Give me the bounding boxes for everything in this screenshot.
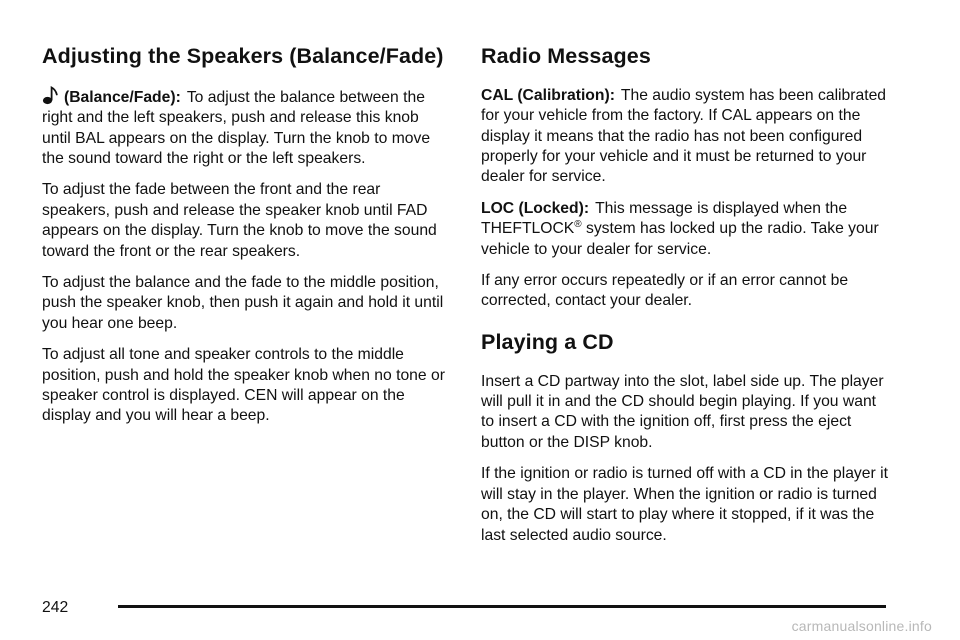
paragraph-cd-insert: Insert a CD partway into the slot, label side up. The player will pull it in and the CD should begin playing. If you want to insert a CD with the ignition off, first press the eject button or the DISP knob. xyxy=(481,372,884,451)
cal-text: The audio system has been calibrated for your vehicle from the factory. If CAL appears on the display it means that the radio has not been configured properly for your vehicle and it must be returned to your dealer for service. xyxy=(481,86,887,186)
registered-mark: ® xyxy=(574,219,582,231)
paragraph-cal xyxy=(481,86,893,188)
section-heading-playing-cd: Playing a CD xyxy=(481,329,614,354)
page-footer xyxy=(0,598,960,638)
paragraph-cd-ignition: If the ignition or radio is turned off with a CD in the player it will stay in the player. When the ignition or radio is turned on, the CD will start to play where it stopped, if it was the last selected audio source. xyxy=(481,465,888,544)
cal-label: CAL (Calibration): xyxy=(481,86,615,104)
paragraph-fade: To adjust the fade between the front and the rear speakers, push and release the speaker knob until FAD appears on the display. Turn the knob to move the sound toward the front or the rear speakers. xyxy=(42,181,437,260)
paragraph-error: If any error occurs repeatedly or if an error cannot be corrected, contact your dealer. xyxy=(481,272,849,310)
right-column xyxy=(481,44,893,557)
paragraph-middle: To adjust the balance and the fade to the middle position, push the speaker knob, then push it again and hold it until you hear one beep. xyxy=(42,274,444,332)
section-heading-radio-messages: Radio Messages xyxy=(481,44,651,68)
paragraph-loc xyxy=(481,199,893,260)
balance-fade-text: To adjust the balance between the right and the left speakers, push and release this knob until BAL appears on the display. Turn the knob to move the sound toward the right or the left speakers. xyxy=(42,88,431,168)
page-number: 242 xyxy=(42,599,69,616)
paragraph-center: To adjust all tone and speaker controls to the middle position, push and hold the speaker knob when no tone or speaker control is displayed. CEN will appear on the display and you will hear a beep. xyxy=(42,346,445,425)
loc-text-b: system has locked up the radio. Take your vehicle to your dealer for service. xyxy=(481,220,879,258)
balance-fade-label: (Balance/Fade): xyxy=(64,88,181,106)
speaker-knob-icon xyxy=(42,86,58,105)
loc-label: LOC (Locked): xyxy=(481,199,590,217)
left-column xyxy=(42,44,447,438)
section-heading-speakers: Adjusting the Speakers (Balance/Fade) xyxy=(42,44,444,68)
footer-rule xyxy=(118,605,886,608)
watermark: carmanualsonline.info xyxy=(791,618,932,634)
paragraph-balance-fade xyxy=(42,86,447,170)
loc-text-a: This message is displayed when the THEFTLOCK xyxy=(481,199,848,238)
